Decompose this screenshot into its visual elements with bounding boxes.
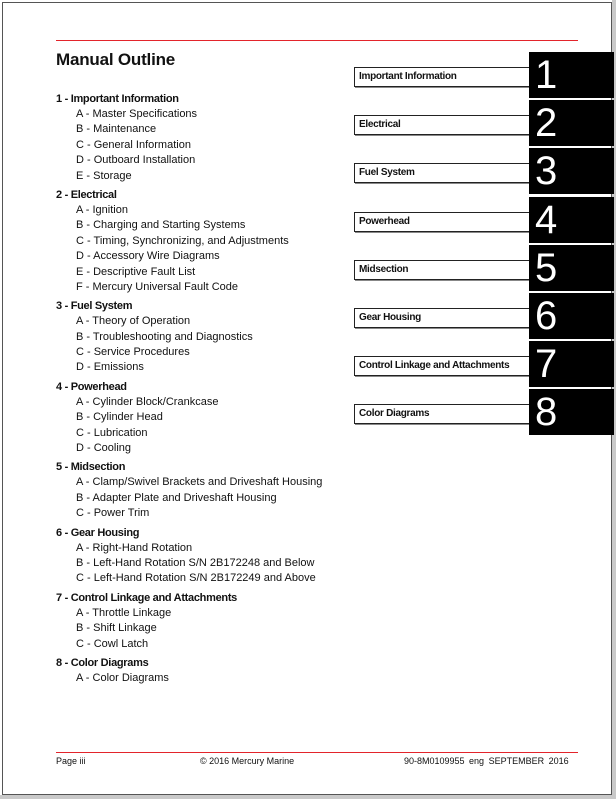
subsection-link[interactable]: C - Timing, Synchronizing, and Adjustments	[76, 234, 289, 247]
section-heading[interactable]: 4 - Powerhead	[56, 380, 127, 393]
subsection-link[interactable]: A - Throttle Linkage	[76, 606, 172, 619]
tab-label: Fuel System	[359, 167, 415, 179]
tab-label: Important Information	[359, 71, 457, 82]
subsection-link[interactable]: A - Master Specifications	[76, 108, 198, 120]
tab-label-box[interactable]	[354, 308, 530, 328]
tab-label: Midsection	[359, 263, 409, 275]
subsection-link[interactable]: C - Service Procedures	[76, 346, 190, 359]
subsection-link[interactable]: B - Shift Linkage	[76, 622, 157, 635]
section-tab[interactable]	[354, 245, 614, 293]
tab-label-box[interactable]	[354, 212, 530, 232]
manual-outline	[56, 92, 346, 690]
footer-rule	[56, 752, 578, 753]
tab-label-box[interactable]	[354, 163, 530, 183]
subsection-link[interactable]: E - Storage	[76, 169, 132, 182]
tab-label: Gear Housing	[359, 312, 421, 323]
subsection-link[interactable]: B - Cylinder Head	[76, 411, 163, 424]
subsection-link[interactable]: A - Theory of Operation	[76, 315, 191, 328]
subsection-link[interactable]: A - Cylinder Block/Crankcase	[76, 395, 219, 408]
section-tab[interactable]	[354, 389, 614, 437]
outline-section	[56, 299, 346, 376]
tab-label-box[interactable]	[354, 404, 530, 424]
outline-section	[56, 591, 346, 652]
subsection-link[interactable]: F - Mercury Universal Fault Code	[76, 280, 238, 293]
tab-number[interactable]: 4	[529, 197, 614, 243]
subsection-link[interactable]: A - Color Diagrams	[76, 671, 169, 684]
subsection-link[interactable]: C - Cowl Latch	[76, 637, 149, 650]
tab-number[interactable]: 1	[529, 52, 614, 98]
section-tab[interactable]	[354, 148, 614, 196]
subsection-link[interactable]: C - Lubrication	[76, 426, 148, 439]
copyright: © 2016 Mercury Marine	[200, 756, 295, 766]
section-tab[interactable]	[354, 293, 614, 341]
subsection-link[interactable]: B - Maintenance	[76, 123, 157, 136]
page-shadow	[0, 795, 616, 799]
section-heading[interactable]: 6 - Gear Housing	[56, 526, 140, 539]
subsection-link[interactable]: D - Accessory Wire Diagrams	[76, 250, 220, 263]
section-heading[interactable]: 2 - Electrical	[56, 188, 117, 201]
subsection-link[interactable]: B - Charging and Starting Systems	[76, 219, 246, 232]
subsection-link[interactable]: A - Clamp/Swivel Brackets and Driveshaft Housing	[76, 476, 323, 489]
outline-section	[56, 656, 346, 686]
outline-section	[56, 460, 346, 521]
subsection-link[interactable]: D - Cooling	[76, 442, 132, 455]
tab-label-box[interactable]	[354, 356, 530, 376]
section-heading[interactable]: 7 - Control Linkage and Attachments	[56, 591, 238, 604]
subsection-link[interactable]: B - Troubleshooting and Diagnostics	[76, 330, 253, 343]
section-heading[interactable]: 5 - Midsection	[56, 461, 126, 474]
tab-number[interactable]: 2	[529, 100, 614, 146]
section-heading[interactable]: 3 - Fuel System	[56, 300, 133, 313]
subsection-link[interactable]: C - Left-Hand Rotation S/N 2B172249 and Above	[76, 572, 316, 585]
header-rule	[56, 40, 578, 41]
tab-number[interactable]: 6	[529, 293, 614, 339]
tab-label: Color Diagrams	[359, 408, 430, 420]
subsection-link[interactable]: D - Outboard Installation	[76, 154, 196, 167]
tab-label: Control Linkage and Attachments	[359, 360, 510, 372]
subsection-link[interactable]: A - Ignition	[76, 203, 128, 216]
section-tab[interactable]	[354, 100, 614, 148]
subsection-link[interactable]: E - Descriptive Fault List	[76, 265, 196, 278]
tab-number[interactable]: 5	[529, 245, 614, 291]
subsection-link[interactable]: D - Emissions	[76, 361, 144, 374]
outline-section	[56, 92, 346, 184]
document-info: 90-8M0109955 eng SEPTEMBER 2016	[404, 756, 569, 766]
page-number: Page iii	[56, 756, 86, 766]
tab-label-box[interactable]	[354, 260, 530, 280]
tab-label: Electrical	[359, 119, 401, 131]
section-heading[interactable]: 8 - Color Diagrams	[56, 656, 149, 669]
tab-label-box[interactable]	[354, 67, 530, 87]
subsection-link[interactable]: B - Adapter Plate and Driveshaft Housing	[76, 491, 277, 504]
subsection-link[interactable]: A - Right-Hand Rotation	[76, 541, 193, 554]
outline-section	[56, 380, 346, 457]
tab-number[interactable]: 3	[529, 148, 614, 194]
tab-label: Powerhead	[359, 215, 410, 227]
section-tab[interactable]	[354, 341, 614, 389]
tab-number[interactable]: 7	[529, 341, 614, 387]
subsection-link[interactable]: C - Power Trim	[76, 507, 150, 520]
tab-label-box[interactable]	[354, 115, 530, 135]
section-heading[interactable]: 1 - Important Information	[56, 93, 179, 105]
outline-section	[56, 188, 346, 295]
outline-section	[56, 526, 346, 587]
subsection-link[interactable]: B - Left-Hand Rotation S/N 2B172248 and Below	[76, 556, 315, 569]
section-tab[interactable]	[354, 197, 614, 245]
subsection-link[interactable]: C - General Information	[76, 138, 191, 151]
page-title: Manual Outline	[56, 50, 176, 69]
section-tab[interactable]	[354, 52, 614, 100]
tab-number[interactable]: 8	[529, 389, 614, 435]
